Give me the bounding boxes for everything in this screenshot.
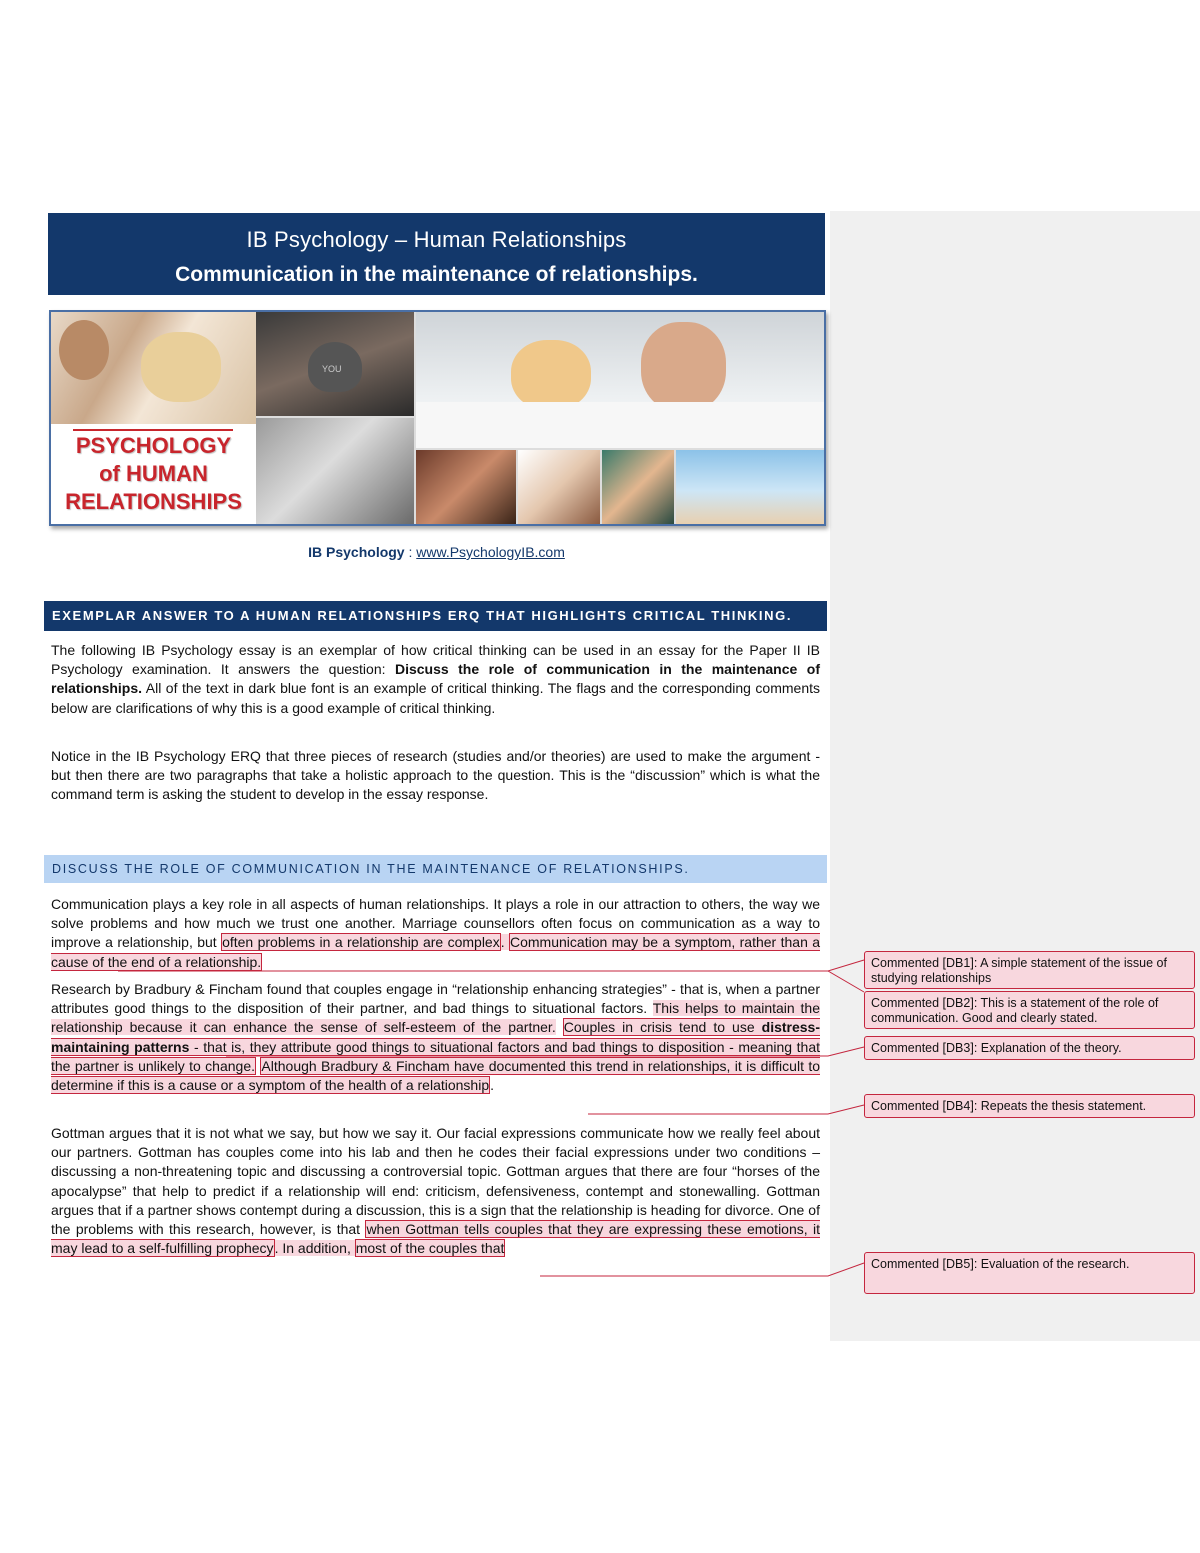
- p1-text: Communication plays a key role in all aspects of human relationships. It plays a role in our attraction to others, the way we solve problems and how much we trust one another. Marriage counsellors often focus on communication as a way to improve a relationship, but: [51, 896, 820, 951]
- p2-period: .: [490, 1077, 495, 1094]
- p2-crisis-text-2: - that is, they attribute good things to situational factors and bad things to disposition - meaning that the partner is unlikely to change.: [51, 1038, 820, 1074]
- comment-anchor-db4[interactable]: Although Bradbury & Fincham have documented this trend in relationships, it is difficult to determine if this is a cause or a symptom of the health of a relationship: [51, 1057, 821, 1094]
- p2-crisis-text: Couples in crisis tend to use: [563, 1019, 762, 1036]
- notice-paragraph: Notice in the IB Psychology ERQ that three pieces of research (studies and/or theories) are used to make the argument - but then there are two paragraphs that take a holistic approach to the question. This is the “discussion” which is what the command term is asking the student to develop in the essay response.: [51, 748, 820, 803]
- site-label: IB Psychology: [308, 544, 405, 560]
- connector-db5: [540, 1263, 864, 1276]
- highlight-most-couples: most of the couples that: [355, 1240, 505, 1257]
- comment-db3[interactable]: [864, 1036, 1195, 1060]
- p3-text: Gottman argues that it is not what we say, but how we say it. Our facial expressions communicate how we really feel about our partners. Gottman has couples come into his lab and then he codes their facial expressions under two conditions – discussing a non-threatening topic and discussing a controversial topic. Gottman argues that there are four “horses of the apocalypse” that help to predict if a relationship will end: criticism, defensiveness, contempt and stonewalling. Gottman argues that if a partner shows contempt during a discussion, this is a sign that the relationship is heading for divorce. One of the problems with this research, however, is that: [51, 1125, 820, 1238]
- comment-anchor-db5[interactable]: when Gottman tells couples that they are expressing these emotions, it may lead to a self-fulfilling prophecy: [51, 1221, 821, 1257]
- comment-anchor-db2[interactable]: Communication may be a symptom, rather than a cause of the end of a relationship.: [51, 934, 821, 970]
- intro-text-2: All of the text in dark blue font is an example of critical thinking. The flags and the corresponding comments below are clarifications of why this is a good example of critical thinking.: [51, 680, 820, 716]
- highlight-self-esteem: This helps to maintain the relationship because it can enhance the sense of self-esteem of the partner.: [51, 1000, 820, 1036]
- page-subtitle: Communication in the maintenance of relationships.: [175, 263, 698, 286]
- comment-label: Commented [DB4]:: [871, 1099, 978, 1113]
- comment-text: Evaluation of the research.: [977, 1257, 1130, 1271]
- p2-text: Research by Bradbury & Fincham found that couples engage in “relationship enhancing strategies” - that is, when a partner attributes good things to the disposition of their partner, and bad things to situational factors.: [51, 981, 820, 1017]
- comment-anchor-db1[interactable]: often problems in a relationship are complex: [222, 934, 500, 951]
- label-line-3: RELATIONSHIPS: [65, 489, 242, 514]
- comment-db2[interactable]: [864, 991, 1195, 1029]
- comment-text: This is a statement of the role of communication. Good and clearly stated.: [871, 996, 1159, 1025]
- connector-db2: [776, 971, 864, 992]
- comment-text: Explanation of the theory.: [977, 1041, 1122, 1055]
- comment-label: Commented [DB1]:: [871, 956, 978, 970]
- label-line-1: PSYCHOLOGY: [75, 433, 232, 458]
- p2-bold-term: distress-maintaining patterns: [51, 1019, 820, 1055]
- comment-db4[interactable]: [864, 1094, 1195, 1118]
- heart-text: YOU: [322, 364, 342, 374]
- comment-label: Commented [DB5]:: [871, 1257, 978, 1271]
- comment-db5[interactable]: [864, 1252, 1195, 1294]
- label-line-2: of HUMAN: [99, 461, 208, 486]
- site-separator: :: [404, 544, 417, 560]
- section-heading-exemplar: EXEMPLAR ANSWER TO A HUMAN RELATIONSHIPS ERQ THAT HIGHLIGHTS CRITICAL THINKING.: [44, 601, 827, 631]
- comment-label: Commented [DB2]:: [871, 996, 978, 1010]
- p3-in-addition: . In addition,: [274, 1240, 355, 1257]
- connector-db3: [226, 1047, 864, 1056]
- comment-db1[interactable]: [864, 951, 1195, 989]
- comment-text: A simple statement of the issue of studying relationships: [871, 956, 1167, 985]
- essay-question: Discuss the role of communication in the maintenance of relationships.: [51, 661, 820, 697]
- connector-db1: [118, 960, 864, 971]
- connector-db4: [588, 1105, 864, 1114]
- intro-text: The following IB Psychology essay is an exemplar of how critical thinking can be used in an essay for the Paper II IB Psychology examination. It answers the question:: [51, 642, 820, 678]
- comment-label: Commented [DB3]:: [871, 1041, 978, 1055]
- comment-text: Repeats the thesis statement.: [977, 1099, 1147, 1113]
- site-link[interactable]: www.PsychologyIB.com: [416, 544, 565, 560]
- p1-period: .: [500, 934, 509, 951]
- section-heading-discuss: DISCUSS THE ROLE OF COMMUNICATION IN THE MAINTENANCE OF RELATIONSHIPS.: [44, 855, 827, 883]
- page-title: IB Psychology – Human Relationships: [246, 227, 627, 252]
